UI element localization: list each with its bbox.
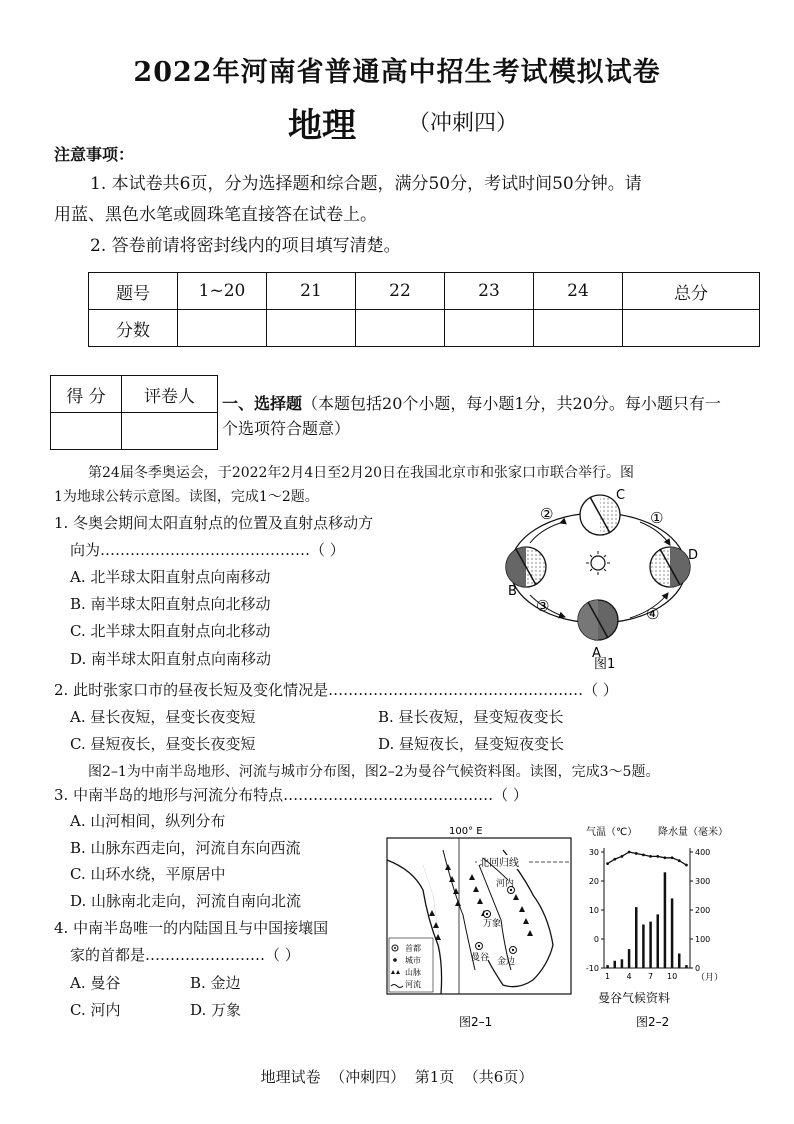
q1-option-a[interactable]: A. 北半球太阳直射点向南移动 [70,568,271,586]
precipitation-bar [671,898,674,968]
chart-ylabel-right: 降水量（毫米） [658,827,728,838]
grader-score-cell[interactable] [51,413,122,450]
precipitation-bar [613,961,616,968]
chart-left-tick-label: 30 [588,848,599,857]
temperature-point [642,854,645,857]
chart-right-tick-label: 100 [695,935,711,944]
score-cell[interactable] [623,310,760,347]
section1-heading-line [222,393,721,415]
grader-score-label: 得 分 [51,376,122,413]
score-cell[interactable] [267,310,356,347]
fig1-num-2: ② [540,505,554,523]
fig1-caption: 图1 [594,657,616,672]
notice-line-2: 用蓝、黑色水笔或圆珠笔直接答在试卷上。 [54,205,377,225]
fig1-label-a: A [592,646,601,661]
intro1-line1: 第24届冬季奥运会，于2022年2月4日至2月20日在我国北京市和张家口市联合举行。图 [88,465,634,481]
q1-option-c[interactable]: C. 北半球太阳直射点向北移动 [70,622,271,640]
earth-position-a [578,600,618,640]
chart-right-tick-label: 200 [695,906,711,915]
q4-option-b[interactable]: B. 金边 [190,974,241,992]
precipitation-bar [642,925,645,969]
precipitation-bar [628,949,631,968]
q2-stem: 2. 此时张家口市的昼夜长短及变化情况是……………………………………………（ ） [54,681,618,699]
figure-2-1-map [383,820,575,1035]
chart-left-tick-label: 20 [588,877,599,886]
svg-text:万象: 万象 [483,919,502,929]
q2-option-a[interactable]: A. 昼长夜短，昼变长夜变短 [70,708,256,726]
score-table-header-row [89,273,760,310]
chart-x-tick-label: 10 [666,972,678,981]
figure-1-earth-orbit [490,485,720,675]
temperature-point [678,859,681,862]
precipitation-bar [685,965,688,968]
score-cell[interactable] [534,310,623,347]
score-table-value-row [89,310,760,347]
q4-stem-line1: 4. 中南半岛唯一的内陆国且与中国接壤国 [54,919,329,937]
temperature-point [635,852,638,855]
temperature-point [685,864,688,867]
chart-ylabel-left: 气温（℃） [586,827,638,838]
fig1-label-b: B [508,584,517,599]
tropic-label: 北回归线 [479,858,519,869]
q1-option-b[interactable]: B. 南半球太阳直射点向北移动 [70,595,271,613]
intro2: 图2–1为中南半岛地形、河流与城市分布图，图2–2为曼谷气候资料图。读图，完成3～5题。 [88,764,660,780]
svg-text:金边: 金边 [497,957,516,967]
precipitation-bar [606,965,609,968]
temperature-point [621,855,624,858]
exam-title: 2022年河南省普通高中招生考试模拟试卷 [133,57,661,88]
q3-option-b[interactable]: B. 山脉东西走向，河流自东向西流 [70,839,301,857]
legend-mountain: 山脉 [405,968,421,977]
precipitation-bar [664,872,667,968]
chart-x-tick-label: 7 [648,972,654,981]
score-header-cell: 总分 [623,273,760,310]
map-legend [389,938,433,992]
svg-text:曼谷: 曼谷 [471,953,490,963]
figure-2-2-climate-chart [578,822,728,1032]
fig1-num-3: ③ [536,597,550,615]
sun-icon [586,551,610,575]
earth-position-d [650,547,690,587]
legend-river: 河流 [405,980,421,989]
q4-option-a[interactable]: A. 曼谷 [70,974,121,992]
fig1-num-1: ① [650,509,664,527]
map-longitude-label: 100° E [449,826,483,837]
chart-left-tick-label: 0 [593,935,599,944]
precipitation-bar [635,907,638,968]
temperature-point [613,858,616,861]
page-footer: 地理试卷 （冲刺四） 第1页 （共6页） [260,1068,534,1086]
temperature-point [671,856,674,859]
q3-option-d[interactable]: D. 山脉南北走向，河流自南向北流 [70,892,302,910]
chart-left-tick-label: -10 [585,964,599,973]
grader-name-cell[interactable] [122,413,218,450]
legend-capital: 首都 [405,944,421,953]
temperature-line [608,852,687,865]
section1-description-line2: 个选项符合题意） [222,419,351,438]
chart-right-tick-label: 300 [695,877,711,886]
fig22-caption: 图2–2 [636,1015,670,1029]
chart-x-tick-label: 4 [626,972,632,981]
score-header-cell: 21 [267,273,356,310]
score-header-cell: 24 [534,273,623,310]
section1-heading: 一、选择题 [222,394,303,413]
q3-stem: 3. 中南半岛的地形与河流分布特点……………………………………（ ） [54,786,528,804]
chart-precipitation-bars [606,872,687,968]
notice-line-3: 2. 答卷前请将密封线内的项目填写清楚。 [90,236,401,256]
q2-option-d[interactable]: D. 昼短夜长，昼变短夜变长 [378,735,565,753]
chart-title: 曼谷气候资料 [598,991,671,1005]
fig1-num-4: ④ [646,605,660,623]
temperature-point [664,856,667,859]
q2-option-c[interactable]: C. 昼短夜长，昼变长夜变短 [70,735,256,753]
subject-title: 地理 [288,106,356,146]
chart-axes [586,848,710,981]
chart-temperature-line [606,851,688,867]
precipitation-bar [678,954,681,969]
q1-option-d[interactable]: D. 南半球太阳直射点向南移动 [70,650,272,668]
legend-city: 城市 [405,956,421,965]
chart-right-tick-label: 400 [695,848,711,857]
temperature-point [628,851,631,854]
q4-option-d[interactable]: D. 万象 [190,1001,242,1019]
score-header-cell: 1~20 [178,273,267,310]
edition-label: （冲刺四） [408,111,519,136]
score-header-cell: 题号 [89,273,178,310]
earth-position-b [506,547,546,587]
q3-option-c[interactable]: C. 山环水绕，平原居中 [70,865,226,883]
precipitation-bar [621,959,624,968]
q2-option-b[interactable]: B. 昼长夜短，昼变短夜变长 [378,708,564,726]
score-cell[interactable] [178,310,267,347]
fig1-label-d: D [688,548,699,563]
score-cell[interactable] [356,310,445,347]
temperature-point [656,855,659,858]
svg-text:河内: 河内 [496,879,515,889]
chart-right-tick-label: 0 [695,964,701,973]
grader-name-label: 评卷人 [122,376,218,413]
precipitation-bar [656,914,659,968]
score-table [88,272,760,347]
fig21-caption: 图2–1 [459,1015,493,1029]
intro1-line2: 1为地球公转示意图。读图，完成1～2题。 [54,489,319,505]
chart-x-tick-label: 1 [605,972,611,981]
temperature-point [606,862,609,865]
grader-table [50,375,218,450]
q1-stem-line2: 向为……………………………………（ ） [70,541,345,559]
q4-option-c[interactable]: C. 河内 [70,1001,121,1019]
q1-stem-line1: 1. 冬奥会期间太阳直射点的位置及直射点移动方 [54,514,374,532]
notice-line-1: 1. 本试卷共6页，分为选择题和综合题，满分50分，考试时间50分钟。请 [90,174,642,194]
fig1-label-c: C [616,488,626,503]
chart-left-tick-label: 10 [588,906,599,915]
chart-xlabel: （月） [696,973,724,983]
score-row-label: 分数 [89,310,178,347]
q3-option-a[interactable]: A. 山河相间，纵列分布 [70,812,226,830]
q4-stem-line2: 家的首都是……………………（ ） [70,946,300,964]
score-header-cell: 22 [356,273,445,310]
score-header-cell: 23 [445,273,534,310]
notice-heading: 注意事项： [54,145,135,164]
score-cell[interactable] [445,310,534,347]
section1-description: （本题包括20个小题，每小题1分，共20分。每小题只有一 [302,394,721,413]
earth-position-c [580,495,620,535]
temperature-point [649,855,652,858]
precipitation-bar [649,922,652,968]
